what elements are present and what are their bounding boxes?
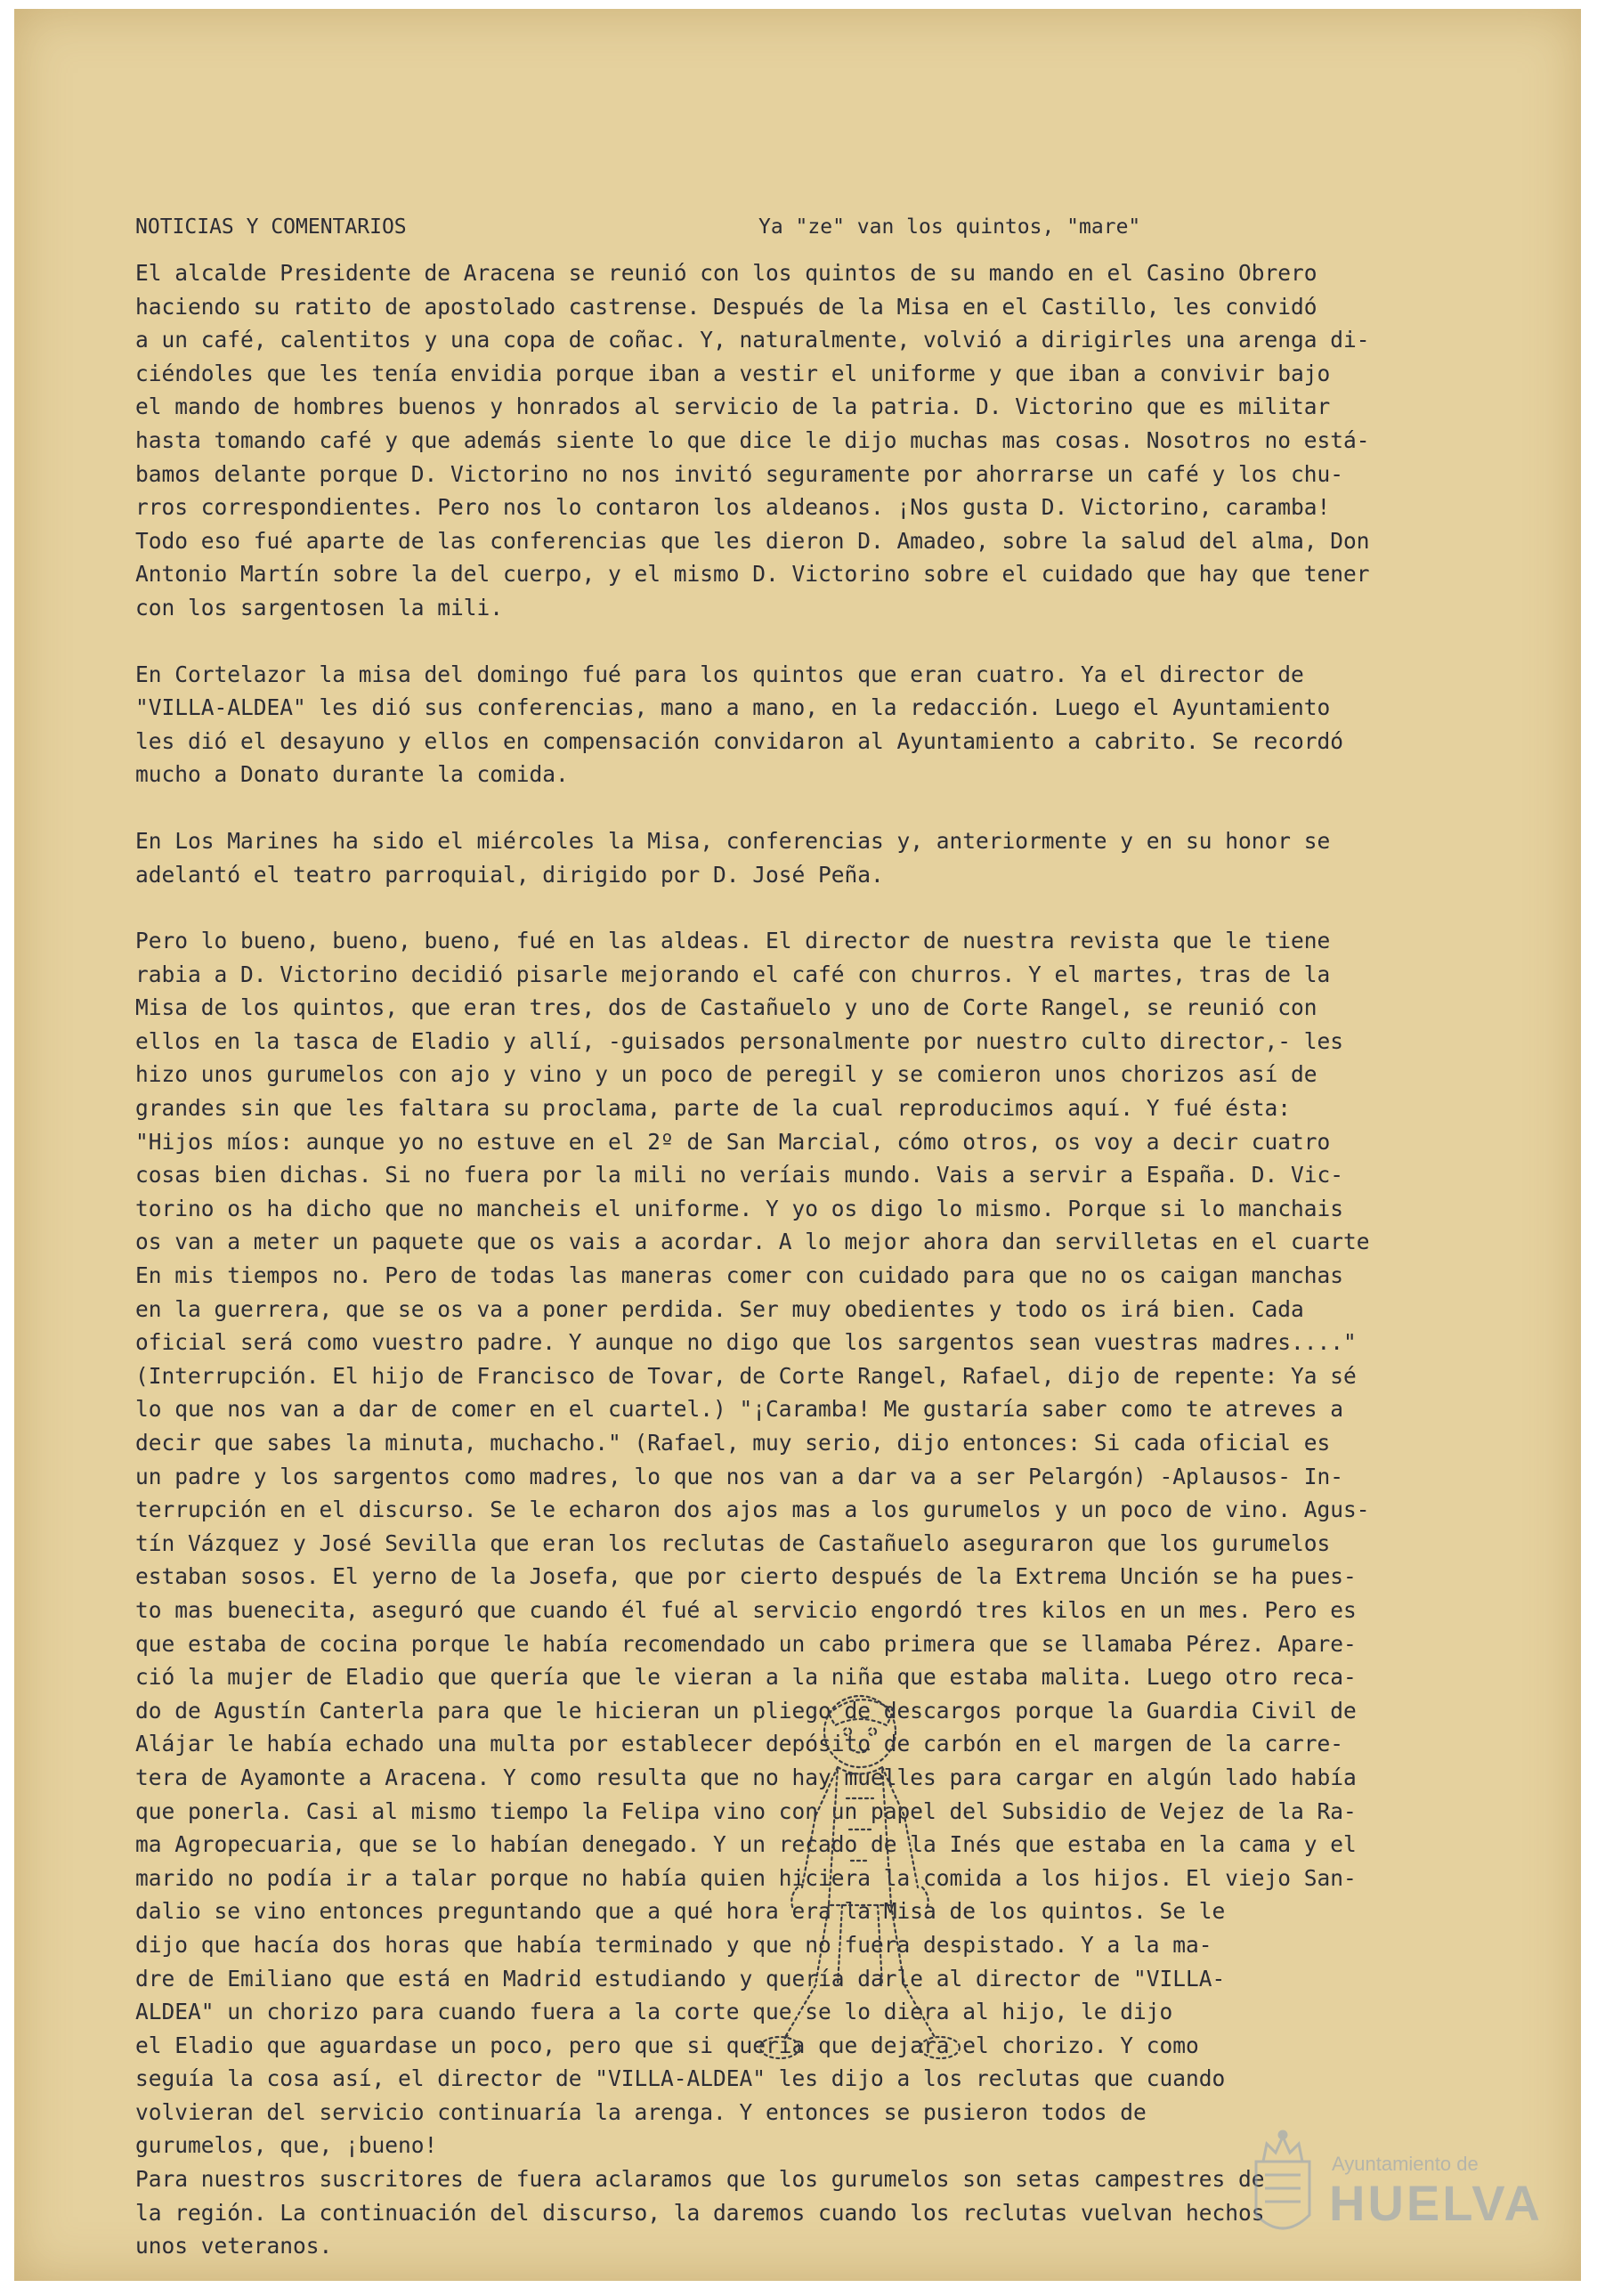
text-line: el mando de hombres buenos y honrados al servicio de la patria. D. Victorino que es militar bbox=[135, 393, 1331, 420]
text-line: ma Agropecuaria, que se lo habían denegado. Y un recado de la Inés que estaba en la cama y el bbox=[135, 1831, 1357, 1858]
text-line: haciendo su ratito de apostolado castrense. Después de la Misa en el Castillo, les convidó bbox=[135, 293, 1317, 320]
paragraph bbox=[135, 658, 1524, 791]
text-line: seguía la cosa así, el director de "VILLA-ALDEA" les dijo a los reclutas que cuando bbox=[135, 2065, 1226, 2092]
text-line: con los sargentosen la mili. bbox=[135, 594, 504, 621]
text-line: torino os ha dicho que no mancheis el uniforme. Y yo os digo lo mismo. Porque si lo manchais bbox=[135, 1195, 1344, 1221]
soldier-illustration bbox=[753, 1683, 967, 2074]
text-line: les dió el desayuno y ellos en compensación convidaron al Ayuntamiento a cabrito. Se recordó bbox=[135, 727, 1344, 754]
text-line: Pero lo bueno, bueno, bueno, fué en las aldeas. El director de nuestra revista que le tiene bbox=[135, 928, 1331, 954]
text-line: unos veteranos. bbox=[135, 2233, 333, 2259]
text-line: ció la mujer de Eladio que quería que le vieran a la niña que estaba malita. Luego otro reca- bbox=[135, 1664, 1357, 1691]
text-line: adelantó el teatro parroquial, dirigido por D. José Peña. bbox=[135, 861, 884, 888]
text-line: que estaba de cocina porque le había recomendado un cabo primera que se llamaba Pérez. Apare- bbox=[135, 1630, 1357, 1657]
text-line: dalio se vino entonces preguntando que a qué hora era la Misa de los quintos. Se le bbox=[135, 1898, 1226, 1925]
text-line: el Eladio que aguardase un poco, pero que si quería que dejara el chorizo. Y como bbox=[135, 2032, 1199, 2058]
text-line: Misa de los quintos, que eran tres, dos de Castañuelo y uno de Corte Rangel, se reunió con bbox=[135, 994, 1317, 1021]
text-line: volvieran del servicio continuaría la arenga. Y entonces se pusieron todos de bbox=[135, 2098, 1147, 2125]
text-line: rros correspondientes. Pero nos lo contaron los aldeanos. ¡Nos gusta D. Victorino, caramba! bbox=[135, 494, 1331, 521]
text-line: (Interrupción. El hijo de Francisco de Tovar, de Corte Rangel, Rafael, dijo de repente: Ya sé bbox=[135, 1362, 1357, 1389]
text-line: dijo que hacía dos horas que había terminado y que no fuera despistado. Y a la ma- bbox=[135, 1931, 1212, 1958]
text-line: Alájar le había echado una multa por establecer depósito de carbón en el margen de la carre- bbox=[135, 1731, 1344, 1757]
text-line: "VILLA-ALDEA" les dió sus conferencias, mano a mano, en la redacción. Luego el Ayuntamiento bbox=[135, 694, 1331, 721]
text-line: to mas buenecita, aseguró que cuando él fué al servicio engordó tres kilos en un mes. Pero es bbox=[135, 1596, 1357, 1623]
text-line: marido no podía ir a talar porque no había quien hiciera la comida a los hijos. El viejo San- bbox=[135, 1864, 1357, 1891]
text-line: ellos en la tasca de Eladio y allí, -guisados personalmente por nuestro culto director,- les bbox=[135, 1027, 1344, 1054]
text-line: decir que sabes la minuta, muchacho." (Rafael, muy serio, dijo entonces: Si cada oficial es bbox=[135, 1430, 1331, 1456]
text-line: gurumelos, que, ¡bueno! bbox=[135, 2132, 438, 2159]
text-line: que ponerla. Casi al mismo tiempo la Felipa vino con un papel del Subsidio de Vejez de la Ra- bbox=[135, 1797, 1357, 1824]
text-line: ALDEA" un chorizo para cuando fuera a la corte que se lo diera al hijo, le dijo bbox=[135, 1999, 1173, 2025]
watermark-line2: HUELVA bbox=[1329, 2175, 1543, 2231]
text-line: en la guerrera, que se os va a poner perdida. Ser muy obedientes y todo os irá bien. Cada bbox=[135, 1295, 1304, 1322]
watermark bbox=[1247, 2126, 1550, 2259]
text-line: ciéndoles que les tenía envidia porque iban a vestir el uniforme y que iban a convivir bajo bbox=[135, 360, 1331, 386]
text-line: Para nuestros suscritores de fuera aclaramos que los gurumelos son setas campestres de bbox=[135, 2166, 1265, 2193]
text-line: tera de Ayamonte a Aracena. Y como resulta que no hay muelles para cargar en algún lado había bbox=[135, 1764, 1357, 1790]
text-line: terrupción en el discurso. Se le echaron dos ajos mas a los gurumelos y un poco de vino. Agus- bbox=[135, 1497, 1370, 1523]
text-line: cosas bien dichas. Si no fuera por la mili no veríais mundo. Vais a servir a España. D. Vic- bbox=[135, 1162, 1344, 1189]
text-line: lo que nos van a dar de comer en el cuartel.) "¡Caramba! Me gustaría saber como te atreves a bbox=[135, 1396, 1344, 1423]
text-line: rabia a D. Victorino decidió pisarle mejorando el café con churros. Y el martes, tras de la bbox=[135, 961, 1331, 987]
text-line: bamos delante porque D. Victorino no nos invitó seguramente por ahorrarse un café y los chu- bbox=[135, 460, 1344, 487]
text-line: a un café, calentitos y una copa de coñac. Y, naturalmente, volvió a dirigirles una arenga di- bbox=[135, 327, 1370, 353]
document-header bbox=[135, 203, 1524, 256]
text-line: os van a meter un paquete que os vais a acordar. A lo mejor ahora dan servilletas en el cuarte bbox=[135, 1229, 1370, 1255]
text-line: En mis tiempos no. Pero de todas las maneras comer con cuidado para que no os caigan manchas bbox=[135, 1262, 1344, 1289]
text-line: "Hijos míos: aunque yo no estuve en el 2º de San Marcial, cómo otros, os voy a decir cuatro bbox=[135, 1128, 1331, 1155]
article-headline: Ya "ze" van los quintos, "mare" bbox=[758, 215, 1141, 239]
text-line: Antonio Martín sobre la del cuerpo, y el mismo D. Victorino sobre el cuidado que hay que tener bbox=[135, 561, 1370, 588]
text-line: Todo eso fué aparte de las conferencias que les dieron D. Amadeo, sobre la salud del alma, Don bbox=[135, 527, 1370, 554]
text-line: tín Vázquez y José Sevilla que eran los reclutas de Castañuelo aseguraron que los gurumelos bbox=[135, 1529, 1331, 1556]
section-title: NOTICIAS Y COMENTARIOS bbox=[135, 215, 407, 239]
paragraph bbox=[135, 824, 1524, 891]
paper-sheet bbox=[14, 9, 1581, 2281]
text-line: do de Agustín Canterla para que le hicieran un pliego de descargos porque la Guardia Civil de bbox=[135, 1697, 1357, 1724]
text-line: En Cortelazor la misa del domingo fué para los quintos que eran cuatro. Ya el director de bbox=[135, 661, 1304, 687]
text-line: hizo unos gurumelos con ajo y vino y un poco de peregil y se comieron unos chorizos así de bbox=[135, 1061, 1317, 1088]
text-line: mucho a Donato durante la comida. bbox=[135, 761, 569, 788]
text-line: El alcalde Presidente de Aracena se reunió con los quintos de su mando en el Casino Obrero bbox=[135, 260, 1317, 286]
text-line: grandes sin que les faltara su proclama, parte de la cual reproducimos aquí. Y fué ésta: bbox=[135, 1095, 1292, 1122]
text-line: dre de Emiliano que está en Madrid estudiando y quería darle al director de "VILLA- bbox=[135, 1965, 1226, 1992]
text-line: la región. La continuación del discurso, la daremos cuando los reclutas vuelvan hechos bbox=[135, 2199, 1265, 2226]
coat-of-arms-icon bbox=[1247, 2126, 1318, 2251]
text-line: hasta tomando café y que además siente lo que dice le dijo muchas mas cosas. Nosotros no está- bbox=[135, 426, 1370, 453]
text-line: En Los Marines ha sido el miércoles la Misa, conferencias y, anteriormente y en su honor se bbox=[135, 827, 1331, 854]
text-line: un padre y los sargentos como madres, lo que nos van a dar va a ser Pelargón) -Aplausos- In- bbox=[135, 1463, 1344, 1489]
paragraph bbox=[135, 256, 1524, 625]
watermark-line1: Ayuntamiento de bbox=[1332, 2153, 1479, 2175]
text-line: oficial será como vuestro padre. Y aunque no digo que los sargentos sean vuestras madres...." bbox=[135, 1329, 1357, 1356]
text-line: estaban sosos. El yerno de la Josefa, que por cierto después de la Extrema Unción se ha pues- bbox=[135, 1563, 1357, 1590]
